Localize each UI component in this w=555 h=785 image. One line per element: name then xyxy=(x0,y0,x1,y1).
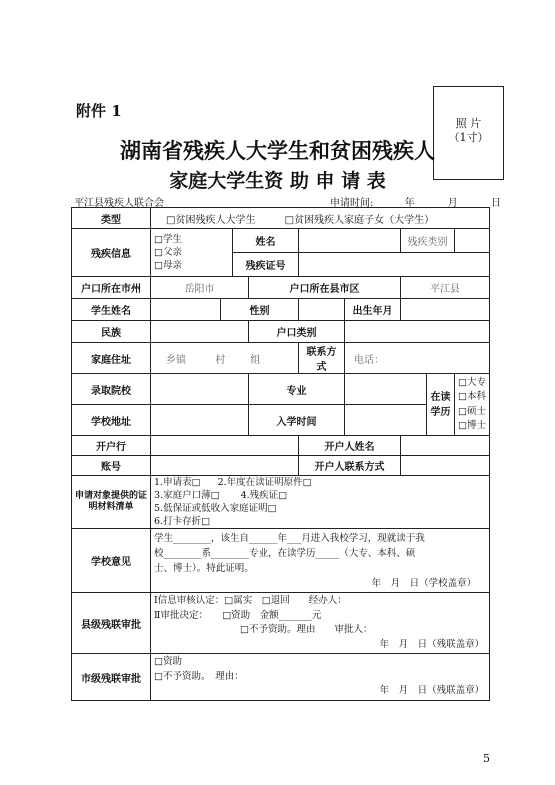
disability-type-field[interactable] xyxy=(455,229,490,253)
form-title-line2: 家庭大学生资 助 申 请 表 xyxy=(169,170,386,192)
row-bank xyxy=(72,436,490,456)
city-review-line2: □不予资助。 理由： xyxy=(154,670,244,682)
ethnicity-label: 民族 xyxy=(72,321,151,343)
hukou-type-field[interactable] xyxy=(345,321,490,343)
material-enrollment-proof[interactable]: 2.年度在读证明原件□ xyxy=(217,477,312,488)
material-low-income-proof[interactable]: 5.低保证或低收入家庭证明□ xyxy=(154,503,277,514)
degree-option-doctor[interactable]: □博士 xyxy=(458,420,486,431)
who-option-student[interactable]: □学生 xyxy=(154,234,182,245)
row-type xyxy=(72,208,490,229)
school-opinion-line2: 校________系________专业，在读学历_____（大专、本科、硕 xyxy=(154,547,416,559)
who-options xyxy=(151,229,233,277)
student-name-field[interactable] xyxy=(151,299,221,321)
city-review-content xyxy=(151,654,490,701)
county-review-label: 县级残联审批 xyxy=(72,593,151,654)
disability-type-label: 残疾类别 xyxy=(401,229,455,253)
row-county-review xyxy=(72,593,490,654)
holder-contact-label: 开户人联系方式 xyxy=(299,456,401,476)
holder-name-field[interactable] xyxy=(401,436,490,456)
row-account xyxy=(72,456,490,476)
degree-option-bachelor[interactable]: □本科 xyxy=(458,391,486,402)
school-opinion-label: 学校意见 xyxy=(72,529,151,593)
photo-size-label: （1寸） xyxy=(448,131,489,144)
county-label: 户口所在县市区 xyxy=(249,277,401,299)
material-household-register[interactable]: 3.家庭户口薄□ xyxy=(154,490,220,501)
apply-year: 年 xyxy=(404,198,415,209)
county-review-line3: □不予资助。理由 审批人： xyxy=(240,624,373,635)
school-address-label: 学校地址 xyxy=(72,405,151,436)
city-review-label: 市级残联审批 xyxy=(72,654,151,701)
row-student xyxy=(72,299,490,321)
enroll-time-label: 入学时间 xyxy=(249,405,345,436)
materials-list xyxy=(151,476,490,529)
disability-cert-field[interactable] xyxy=(299,253,490,277)
form-title-line1: 湖南省残疾人大学生和贫困残疾人 xyxy=(120,138,435,163)
admit-school-label: 录取院校 xyxy=(72,374,151,405)
city-label: 户口所在市州 xyxy=(72,277,151,299)
account-label: 账号 xyxy=(72,456,151,476)
page-number: 5 xyxy=(483,752,490,765)
major-field[interactable] xyxy=(345,374,427,405)
degree-options xyxy=(455,374,490,436)
county-value: 平江县 xyxy=(401,277,490,299)
birth-field[interactable] xyxy=(401,299,490,321)
application-form-table xyxy=(71,207,490,701)
type-label: 类型 xyxy=(72,208,151,229)
name-label: 姓名 xyxy=(233,229,299,253)
county-review-line1: Ⅰ信息审核认定：□属实 □退回 经办人： xyxy=(154,595,347,606)
address-village: 村 xyxy=(215,354,226,366)
school-opinion-content xyxy=(151,529,490,593)
apply-month: 月 xyxy=(447,198,458,209)
school-opinion-sign: 年 月 日（学校盖章） xyxy=(371,577,477,589)
student-name-label: 学生姓名 xyxy=(72,299,151,321)
bank-field[interactable] xyxy=(151,436,299,456)
photo-label: 照 片 xyxy=(455,117,482,130)
county-review-content xyxy=(151,593,490,654)
organization-name: 平江县残疾人联合会 xyxy=(74,198,164,209)
hukou-type-label: 户口类别 xyxy=(249,321,345,343)
row-city-review xyxy=(72,654,490,701)
county-review-sign: 年 月 日（残联盖章） xyxy=(379,638,485,650)
holder-name-label: 开户人姓名 xyxy=(299,436,401,456)
degree-option-junior-college[interactable]: □大专 xyxy=(458,376,486,388)
material-disability-cert[interactable]: 4.残疾证□ xyxy=(240,490,288,501)
city-review-line1: □资助 xyxy=(154,656,182,668)
who-option-mother[interactable]: □母亲 xyxy=(154,260,182,271)
name-field[interactable] xyxy=(299,229,401,253)
row-materials xyxy=(72,476,490,529)
enroll-time-field[interactable] xyxy=(345,405,427,436)
major-label: 专业 xyxy=(249,374,345,405)
material-bank-book[interactable]: 6.打卡存折□ xyxy=(154,516,211,527)
address-label: 家庭住址 xyxy=(72,343,151,374)
disability-cert-label: 残疾证号 xyxy=(233,253,299,277)
contact-label: 联系方式 xyxy=(299,343,345,374)
school-opinion-line3: 士、博士）。特此证明。 xyxy=(154,562,254,574)
gender-label: 性别 xyxy=(221,299,299,321)
city-review-sign: 年 月 日（残联盖章） xyxy=(379,685,485,697)
city-value: 岳阳市 xyxy=(151,277,249,299)
type-option-family-child[interactable]: □贫困残疾人家庭子女（大学生） xyxy=(284,214,435,226)
apply-date-label: 申请时间: xyxy=(330,198,374,209)
holder-contact-field[interactable] xyxy=(401,456,490,476)
address-town: 乡镇 xyxy=(166,354,186,366)
admit-school-field[interactable] xyxy=(151,374,249,405)
material-application-form[interactable]: 1.申请表□ xyxy=(154,477,201,488)
account-field[interactable] xyxy=(151,456,299,476)
address-group: 组 xyxy=(250,354,261,366)
materials-label: 申请对象提供的证明材料清单 xyxy=(72,476,151,529)
type-options xyxy=(151,208,490,229)
attachment-label: 附件 1 xyxy=(76,102,122,120)
county-review-line2: Ⅱ审批决定： □资助 金额_______元 xyxy=(154,609,322,621)
degree-option-master[interactable]: □硕士 xyxy=(458,405,486,417)
degree-label: 在读学历 xyxy=(427,374,455,436)
row-disability-1 xyxy=(72,229,490,253)
bank-label: 开户行 xyxy=(72,436,151,456)
type-option-student[interactable]: □贫困残疾人大学生 xyxy=(166,214,256,226)
disability-info-label: 残疾信息 xyxy=(72,229,151,277)
gender-field[interactable] xyxy=(299,299,345,321)
row-school-opinion xyxy=(72,529,490,593)
row-address xyxy=(72,343,490,374)
school-opinion-line1: 学生________，该生自______年___月进入我校学习，现就读于我 xyxy=(154,532,425,544)
row-location xyxy=(72,277,490,299)
phone-field[interactable] xyxy=(345,343,490,374)
school-address-field[interactable] xyxy=(151,405,249,436)
ethnicity-field[interactable] xyxy=(151,321,249,343)
row-ethnicity xyxy=(72,321,490,343)
apply-day: 日 xyxy=(490,198,501,209)
address-field[interactable] xyxy=(151,343,299,374)
row-admit-school xyxy=(72,374,490,405)
phone-label: 电话： xyxy=(354,354,384,366)
birth-label: 出生年月 xyxy=(345,299,401,321)
who-option-father[interactable]: □父亲 xyxy=(154,247,182,258)
